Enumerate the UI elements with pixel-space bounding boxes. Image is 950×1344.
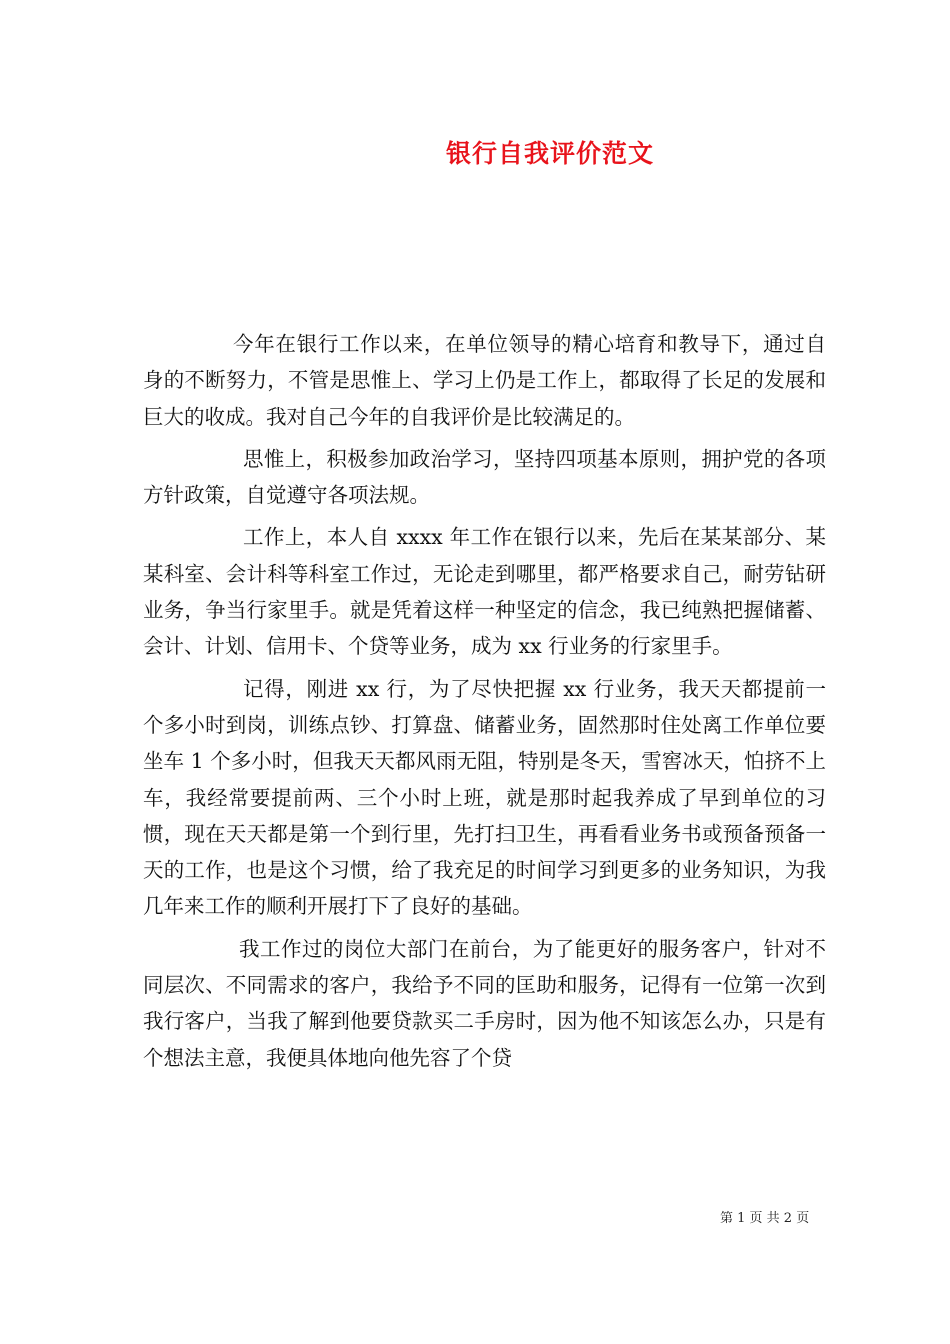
document-title: 银行自我评价范文 [445, 139, 654, 168]
paragraph-service: 我工作过的岗位大部门在前台，为了能更好的服务客户，针对不同层次、不同需求的客户，我给予不同的匡助和服务，记得有一位第一次到我行客户，当我了解到他要贷款买二手房时，因为他不知该怎么办，只是有个想法主意，我便具体地向他先容了个贷 [143, 936, 826, 1070]
page-number: 第 1 页 共 2 页 [720, 1211, 810, 1226]
paragraph-thought: 思惟上，积极参加政治学习，坚持四项基本原则，拥护党的各项方针政策，自觉遵守各项法规。 [143, 446, 826, 508]
paragraph-memory: 记得，刚进 xx 行，为了尽快把握 xx 行业务，我天天都提前一个多小时到岗，训练点钞、打算盘、储蓄业务，固然那时住处离工作单位要坐车 1 个多小时，但我天天都风雨无阻，特别是冬天，雪窖冰天，怕挤不上车，我经常要提前两、三个小时上班，就是那时起我养成了早到单位的习惯，现在天天都是第一个到行里，先打扫卫生，再看看业务书或预备预备一天的工作，也是这个习惯，给了我充足的时间学习到更多的业务知识，为我几年来工作的顺利开展打下了良好的基础。 [143, 676, 826, 919]
paragraph-work: 工作上，本人自 xxxx 年工作在银行以来，先后在某某部分、某某科室、会计科等科室工作过，无论走到哪里，都严格要求自己，耐劳钻研业务，争当行家里手。就是凭着这样一种坚定的信念，我已纯熟把握储蓄、会计、计划、信用卡、个贷等业务，成为 xx 行业务的行家里手。 [143, 525, 826, 659]
paragraph-intro: 今年在银行工作以来，在单位领导的精心培育和教导下，通过自身的不断努力，不管是思惟上、学习上仍是工作上，都取得了长足的发展和巨大的收成。我对自己今年的自我评价是比较满足的。 [143, 332, 826, 429]
document-body [143, 326, 826, 1082]
